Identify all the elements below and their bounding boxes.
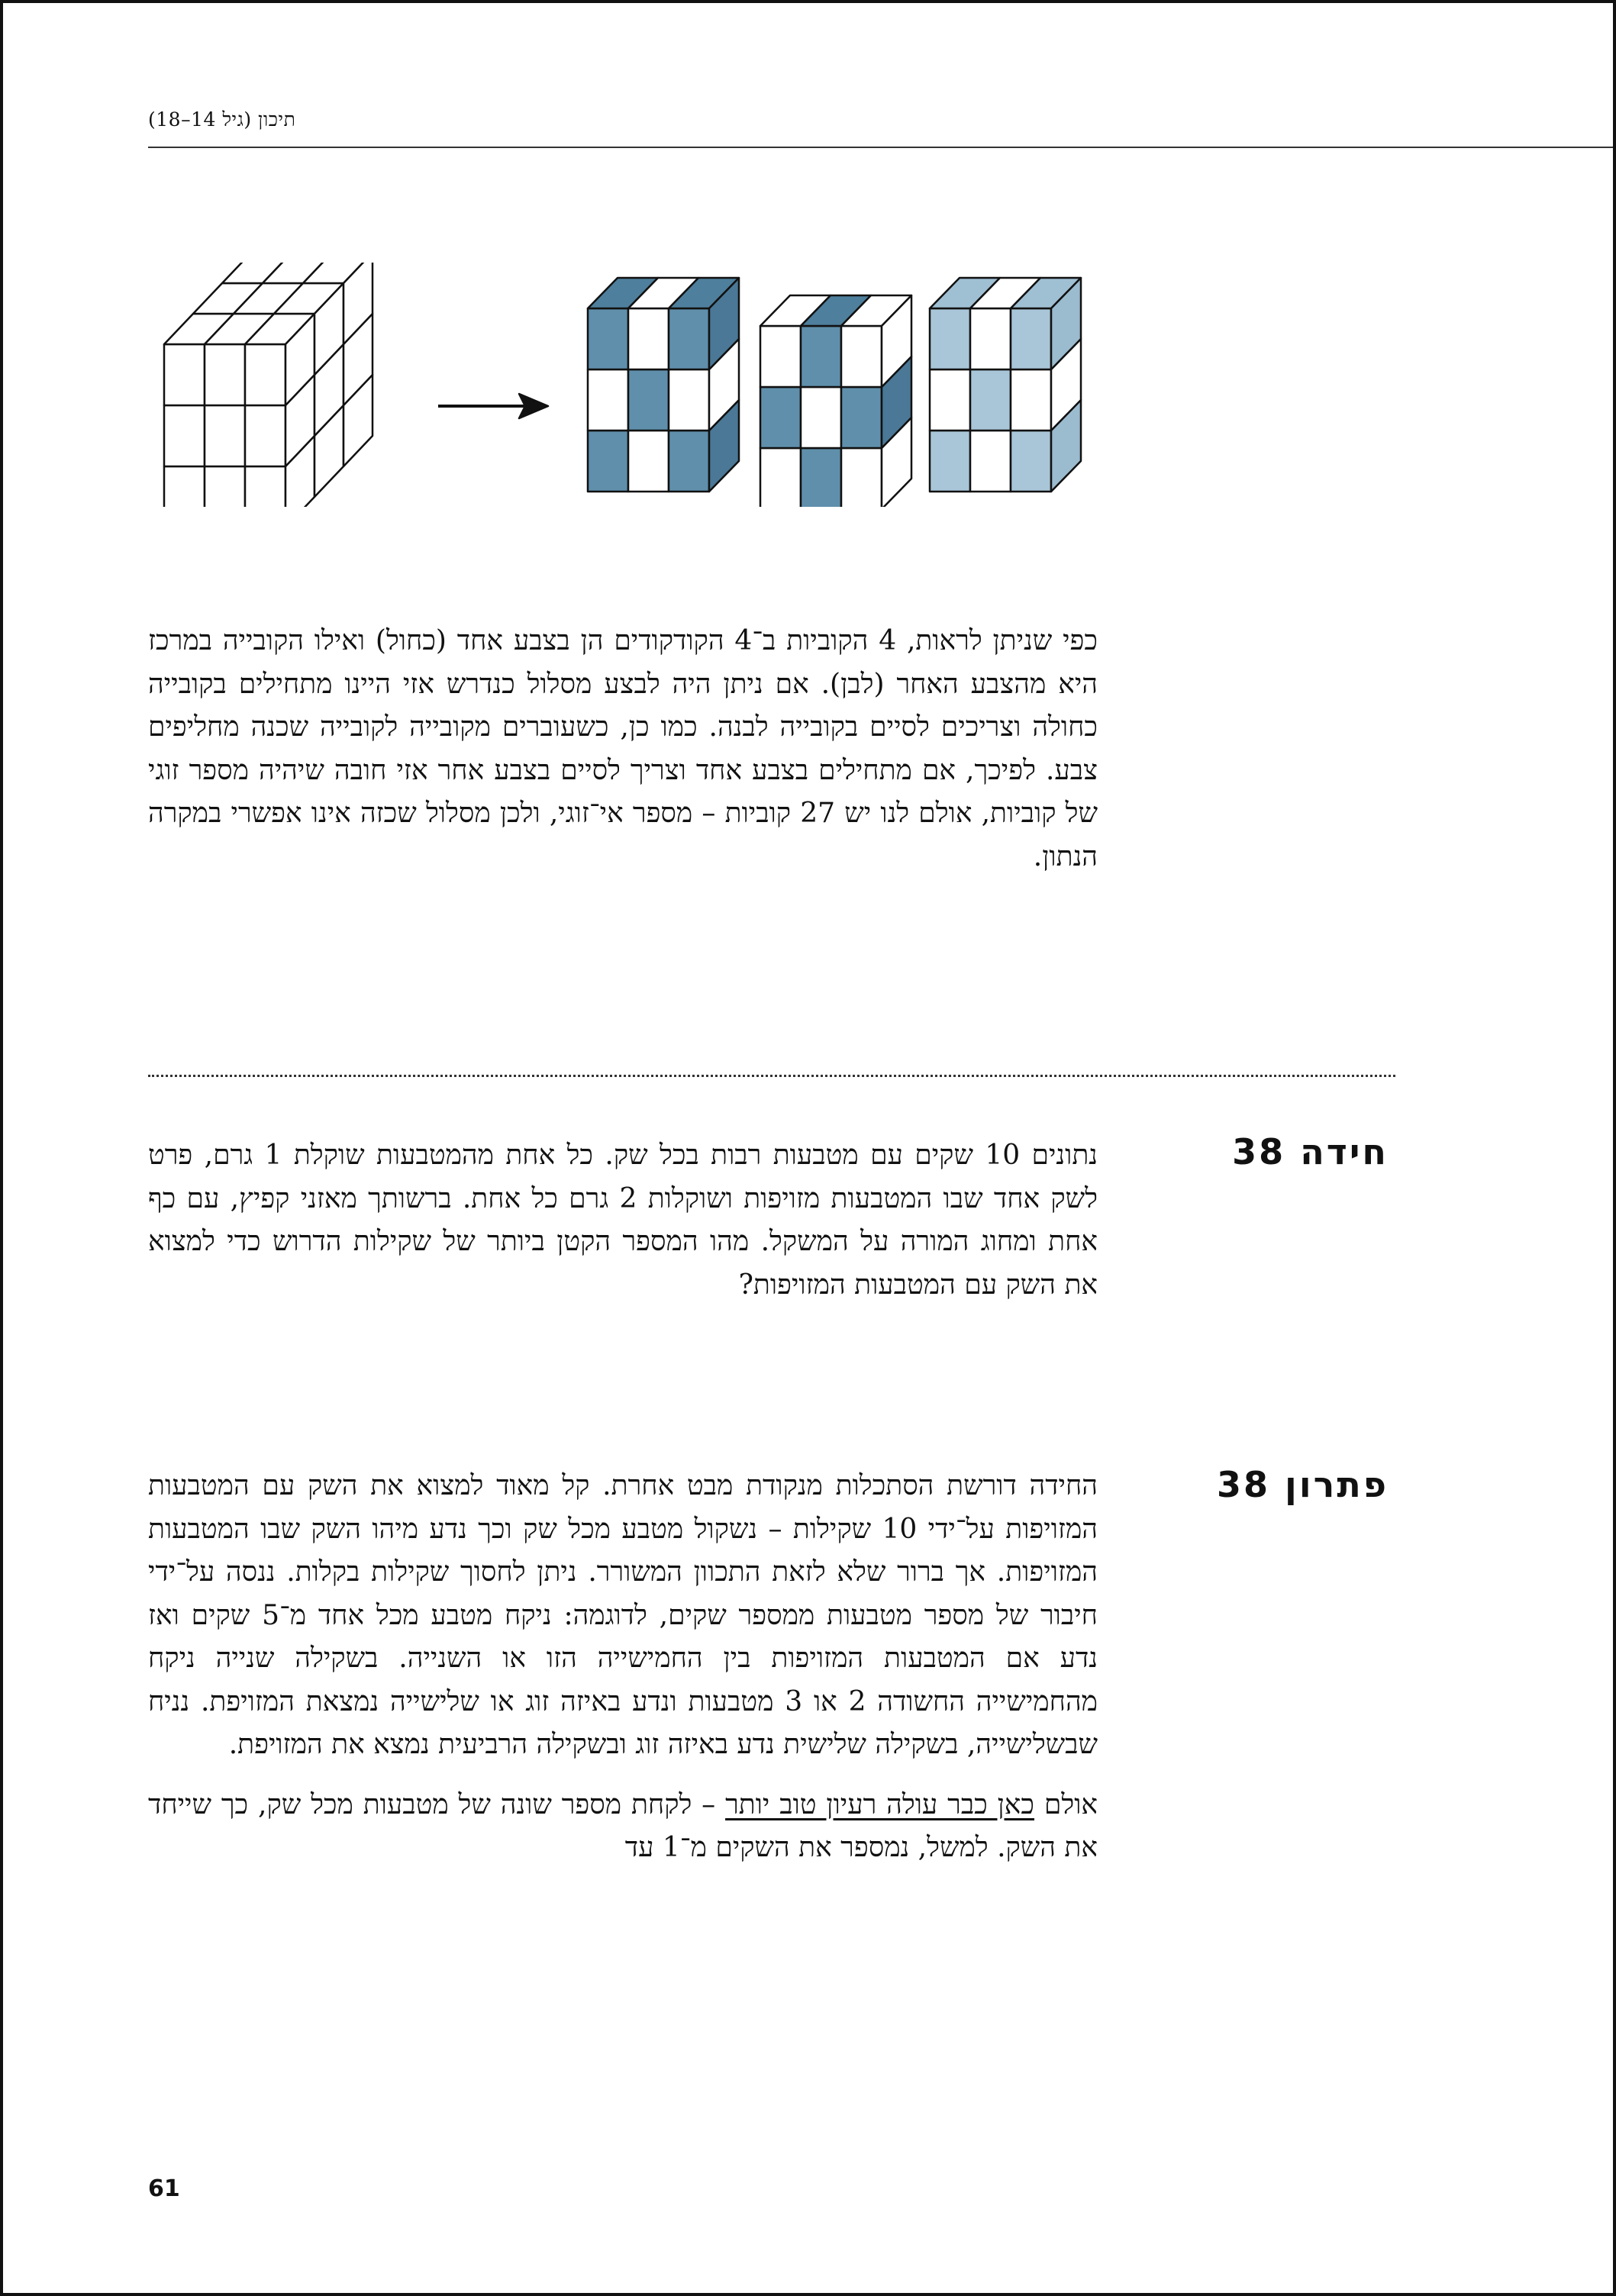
slab-front-front-cell (588, 430, 628, 492)
cube-illustration (144, 263, 1114, 507)
slab-front-front-cell (628, 430, 669, 492)
slab-middle-front-cell (841, 448, 882, 507)
full-cube-front-cell (205, 466, 245, 507)
slab-front-front-cell (588, 369, 628, 430)
slab-front-front-cell (628, 308, 669, 369)
solution-p2-rest: – לקחת מספר שונה של מטבעות מכל שק, כך שייחד את השק. למשל, נמספר את השקים מ־1 עד (148, 1788, 1098, 1863)
riddle-paragraph: נתונים 10 שקים עם מטבעות רבות בכל שק. כל אחת מהמטבעות שוקלת 1 גרם, פרט לשק אחד שבו המטבעות מזויפות ושוקלות 2 גרם כל אחת. ברשותך מאזני קפיץ, עם כף אחת ומחוג המורה על המשקל. מהו המספר הקטן ביותר של שקילות הדרוש כדי למצוא את השק עם המטבעות המזויפות? (148, 1140, 1098, 1301)
slab-back-front-cell (930, 369, 970, 430)
slab-front-front-cell (588, 308, 628, 369)
full-cube-front-cell (205, 405, 245, 466)
page-number: 61 (148, 2175, 180, 2202)
slab-front-front-cell (669, 430, 709, 492)
solution-label: פתרון 38 (1217, 1464, 1389, 1505)
cube-figure (144, 263, 1114, 507)
slab-back-front-cell (970, 369, 1011, 430)
solution-paragraph-2 (148, 1784, 1098, 1870)
solution-text (148, 1465, 1098, 1870)
slab-front-front-cell (628, 369, 669, 430)
full-cube-front-cell (205, 344, 245, 405)
slab-middle-front-cell (801, 387, 841, 448)
slab-back-front-cell (1011, 308, 1051, 369)
slab-back-front-cell (970, 308, 1011, 369)
slab-back-front-cell (1011, 369, 1051, 430)
full-cube-front-cell (245, 466, 285, 507)
slab-middle-front-cell (801, 326, 841, 387)
intro-text (148, 620, 1098, 879)
section-divider (148, 1075, 1395, 1077)
full-cube-front-cell (164, 466, 205, 507)
slab-front-front-cell (669, 308, 709, 369)
intro-paragraph: כפי שניתן לראות, 4 הקוביות ב־4 הקודקודים הן בצבע אחד (כחול) ואילו הקובייה במרכז היא מהצבע האחר (לבן). אם ניתן היה לבצע מסלול כנדרש אזי היינו מתחילים בקובייה כחולה וצריכים לסיים בקובייה לבנה. כמו כן, כשעוברים מקובייה לקובייה שכנה מחליפים צבע. לפיכך, אם מתחילים בצבע אחד וצריך לסיים בצבע אחר אזי חובה שיהיה מספר זוגי של קוביות, אולם לנו יש 27 קוביות – מספר אי־זוגי, ולכן מסלול שכזה אינו אפשרי במקרה הנתון. (148, 625, 1098, 872)
slab-back-front-cell (1011, 430, 1051, 492)
slab-front-front-cell (669, 369, 709, 430)
running-head: תיכון (גיל 14–18) (148, 108, 296, 131)
slab-middle-front-cell (841, 326, 882, 387)
slab-middle-front-cell (760, 326, 801, 387)
slab-back-front-cell (930, 430, 970, 492)
slab-back-front-cell (970, 430, 1011, 492)
slab-middle-front-cell (760, 387, 801, 448)
header-rule (148, 147, 1613, 148)
full-cube-front-cell (164, 405, 205, 466)
slab-middle-front-cell (760, 448, 801, 507)
solution-p2-start: אולם (1034, 1788, 1098, 1820)
slab-middle-front-cell (801, 448, 841, 507)
full-cube-front-cell (245, 405, 285, 466)
riddle-text (148, 1134, 1098, 1307)
full-cube-front-cell (164, 344, 205, 405)
solution-paragraph-1: החידה דורשת הסתכלות מנקודת מבט אחרת. קל מאוד למצוא את השק עם המטבעות המזויפות על־ידי 10 שקילות – נשקול מטבע מכל שק וכך נדע מיהו השק שבו המטבעות המזויפות. אך ברור שלא לזאת התכוון המשורר. ניתן לחסוך שקילות בקלות. ננסה על־ידי חיבור של מספר מטבעות ממספר שקים, לדוגמה: ניקח מטבע מכל אחד מ־5 שקים ואז נדע אם המטבעות המזויפות בין החמישייה הזו או השנייה. בשקילה שנייה ניקח מהחמישייה החשודה 2 או 3 מטבעות ונדע באיזה זוג או שלישייה נמצאת המזויפת. נניח שבשלישייה, בשקילה שלישית נדע באיזה זוג ובשקילה הרביעית נמצא את המזויפת. (148, 1470, 1098, 1760)
riddle-label: חידה 38 (1232, 1131, 1389, 1172)
slab-back-front-cell (930, 308, 970, 369)
full-cube-front-cell (245, 344, 285, 405)
slab-middle-front-cell (841, 387, 882, 448)
solution-p2-underlined: כאן כבר עולה רעיון טוב יותר (725, 1788, 1035, 1820)
